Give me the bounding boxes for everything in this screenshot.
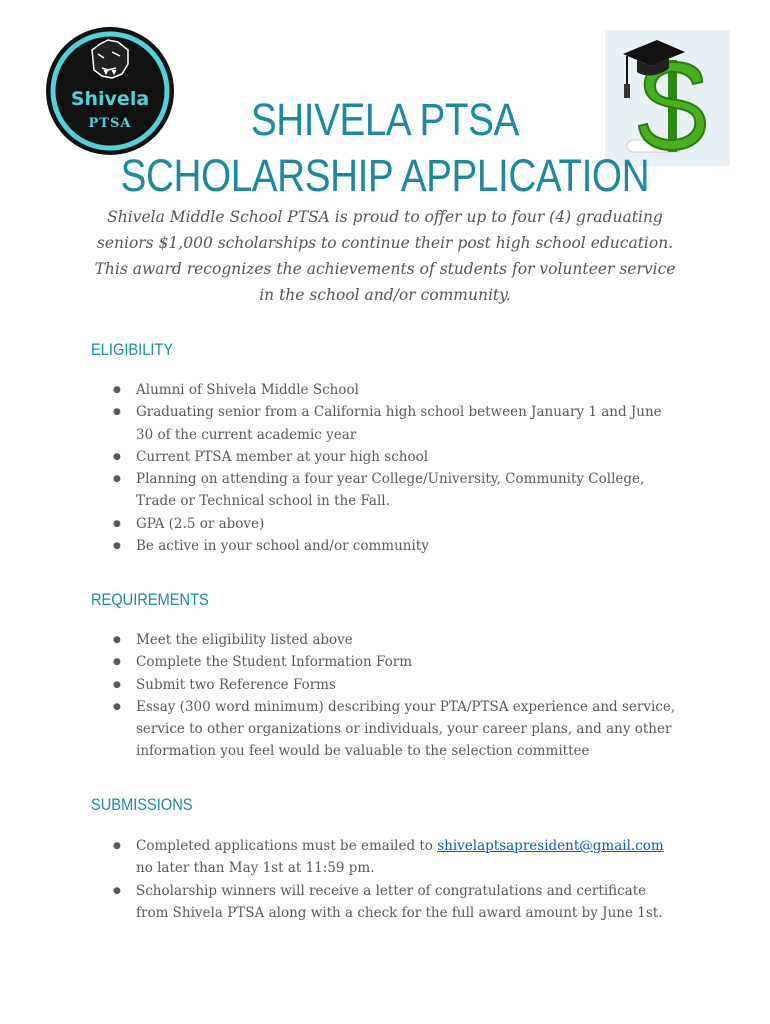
list-item: ● Planning on attending a four year College/University, Community College, Trade or Technical school in the Fall.: [91, 468, 681, 513]
list-item: ● Alumni of Shivela Middle School: [91, 379, 681, 401]
requirements-heading: REQUIREMENTS: [91, 590, 209, 609]
list-item: ● Meet the eligibility listed above: [91, 629, 681, 651]
submission-text-after: no later than May 1st at 11:59 pm.: [136, 860, 375, 877]
list-item: ● Be active in your school and/or community: [91, 535, 681, 557]
submissions-list: [91, 835, 681, 924]
page-title: [54, 92, 716, 204]
logo-text-shivela: Shivela: [70, 88, 150, 110]
list-item: ● Scholarship winners will receive a letter of congratulations and certificate from Shivela PTSA along with a check for the full award amount by June 1st.: [91, 880, 681, 925]
submission-text-before: Completed applications must be emailed to: [136, 838, 438, 854]
eligibility-heading: ELIGIBILITY: [91, 340, 174, 359]
logo-text-ptsa: PTSA: [88, 116, 132, 131]
panther-mascot-icon: [92, 40, 128, 78]
list-item: ● Submit two Reference Forms: [91, 674, 681, 696]
list-item: ● GPA (2.5 or above): [91, 513, 681, 535]
list-item: ● Graduating senior from a California high school between January 1 and June 30 of the current academic year: [91, 401, 681, 446]
list-item: ● Complete the Student Information Form: [91, 651, 681, 673]
requirements-list: [91, 629, 681, 763]
title-line-1: SHIVELA PTSA: [250, 94, 519, 145]
title-line-2: SCHOLARSHIP APPLICATION: [120, 150, 650, 201]
intro-paragraph: Shivela Middle School PTSA is proud to offer up to four (4) graduating seniors $1,000 scholarships to continue their post high school education. This award recognizes the achievements of students for volunteer service in the school and/or community.: [94, 208, 676, 304]
list-item: ● Current PTSA member at your high school: [91, 446, 681, 468]
submissions-heading: SUBMISSIONS: [91, 795, 193, 814]
eligibility-list: [91, 379, 681, 557]
email-link[interactable]: shivelaptsapresident@gmail.com: [437, 838, 664, 854]
list-item: ● Essay (300 word minimum) describing your PTA/PTSA experience and service, service to other organizations or individuals, your career plans, and any other information you feel would be valuable to the selection committee: [91, 696, 681, 763]
list-item: [91, 835, 681, 880]
